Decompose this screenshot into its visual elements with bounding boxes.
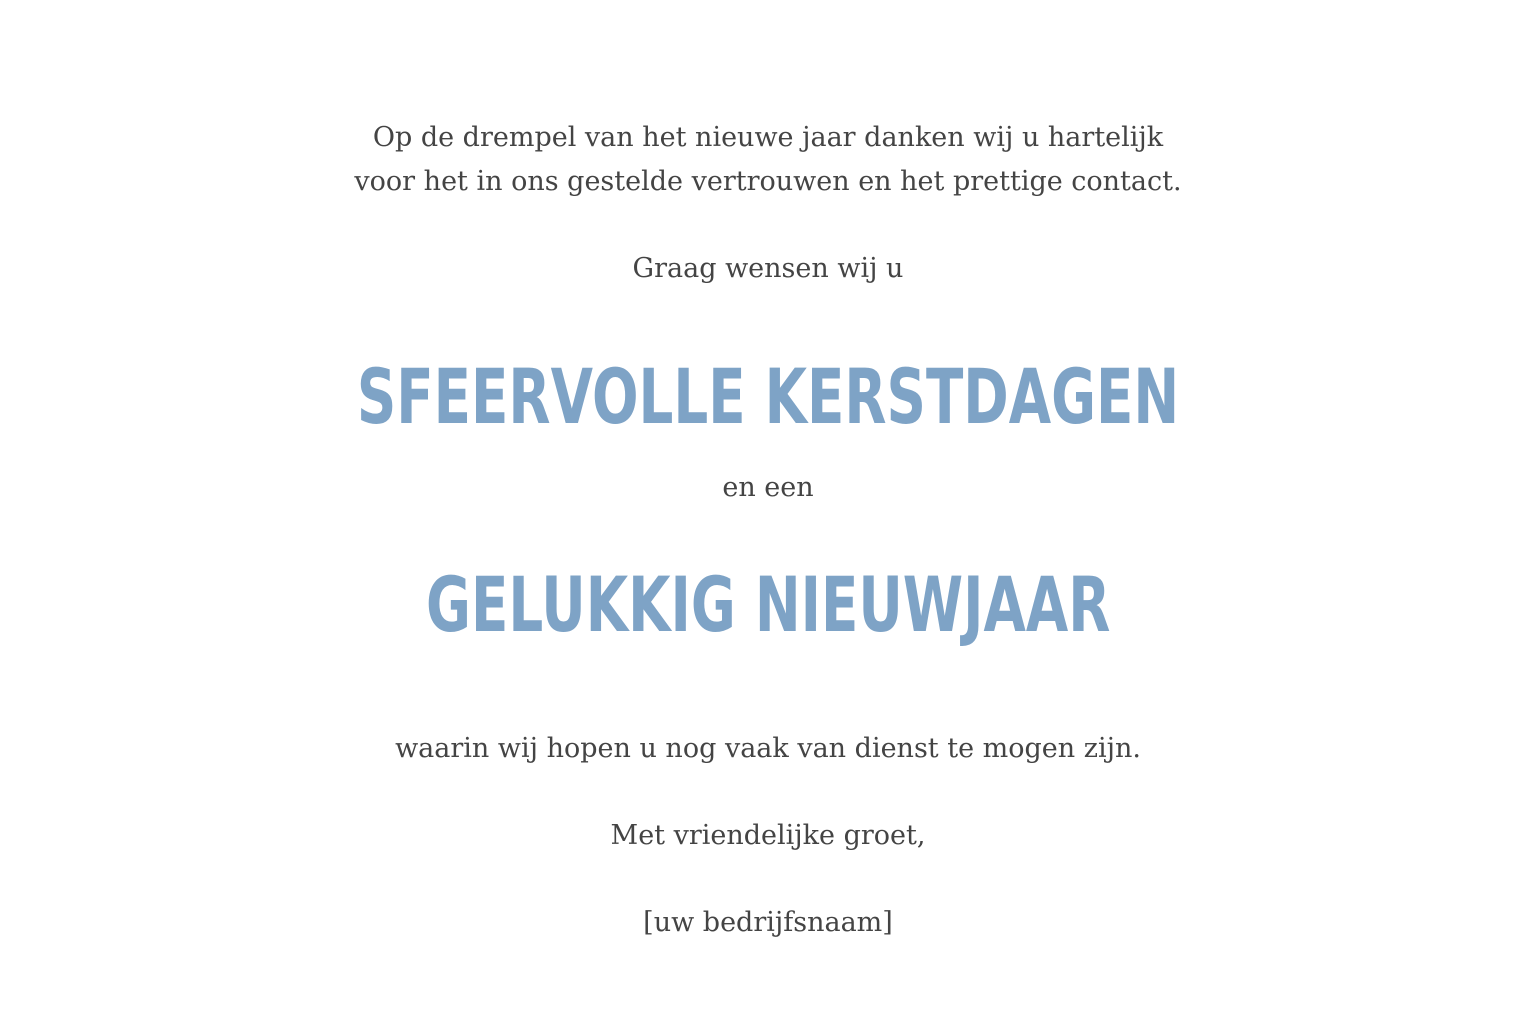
headline-christmas-text: SFEERVOLLE KERSTDAGEN (356, 352, 1180, 441)
headline-new-year (0, 560, 1536, 650)
headline-christmas (0, 352, 1536, 442)
signature-placeholder: [uw bedrijfsnaam] (643, 907, 893, 938)
connector-text: en een (722, 472, 814, 503)
intro-line-1: Op de drempel van het nieuwe jaar danken wij u hartelijk (372, 122, 1164, 153)
headline-new-year-text: GELUKKIG NIEUWJAAR (425, 560, 1111, 649)
wish-lead-text: Graag wensen wij u (632, 253, 904, 284)
closing-line: waarin wij hopen u nog vaak van dienst te mogen zijn. (395, 733, 1141, 764)
greeting-text: Met vriendelijke groet, (610, 820, 926, 851)
intro-line-2: voor het in ons gestelde vertrouwen en het prettige contact. (354, 166, 1182, 197)
